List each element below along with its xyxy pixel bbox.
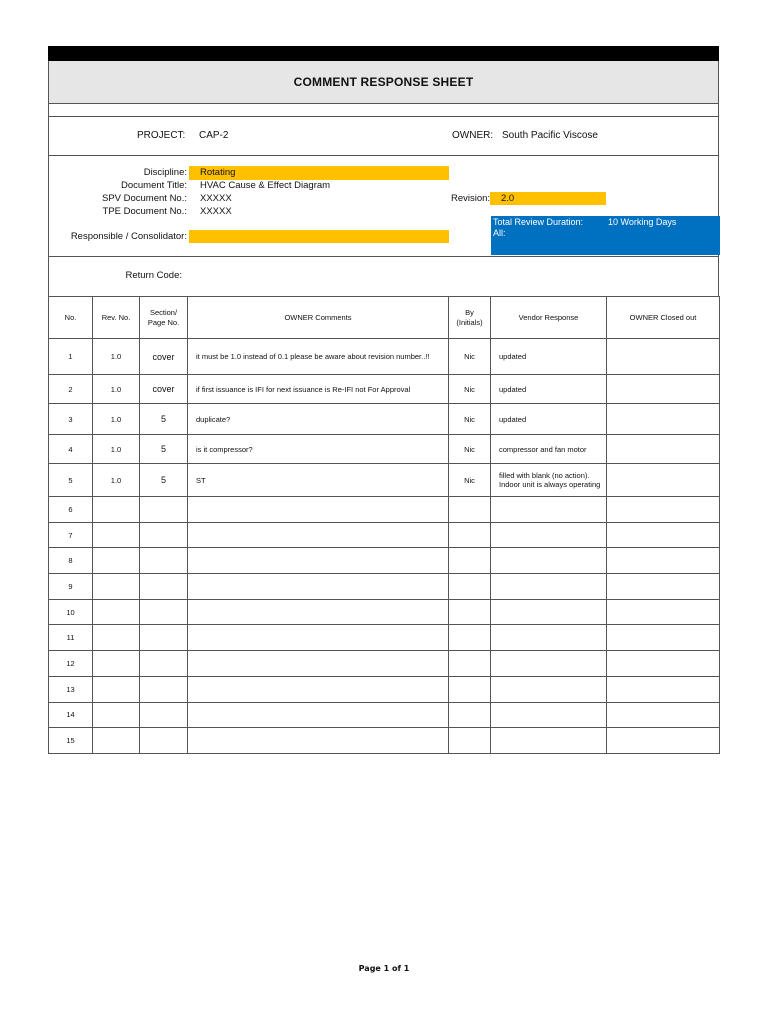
owner-label: OWNER: [452, 130, 494, 141]
row-vendor[interactable]: updated [491, 375, 607, 404]
row-comment[interactable] [188, 676, 449, 702]
row-no[interactable]: 9 [49, 574, 93, 600]
row-by[interactable] [449, 702, 491, 728]
row-no[interactable]: 11 [49, 625, 93, 651]
col-section: Section/ Page No. [140, 297, 188, 339]
table-row [49, 625, 720, 651]
row-closed[interactable] [607, 574, 720, 600]
row-section[interactable]: 5 [140, 404, 188, 435]
row-closed[interactable] [607, 497, 720, 523]
row-by[interactable]: Nic [449, 435, 491, 464]
row-by[interactable] [449, 599, 491, 625]
row-by[interactable]: Nic [449, 339, 491, 375]
row-vendor[interactable] [491, 599, 607, 625]
sheet-title: COMMENT RESPONSE SHEET [48, 61, 719, 104]
row-section[interactable]: cover [140, 339, 188, 375]
row-no[interactable]: 8 [49, 548, 93, 574]
row-section[interactable] [140, 676, 188, 702]
row-section[interactable]: 5 [140, 464, 188, 497]
table-row [49, 599, 720, 625]
row-comment[interactable] [188, 599, 449, 625]
row-vendor[interactable] [491, 702, 607, 728]
col-vendor: Vendor Response [491, 297, 607, 339]
row-no[interactable]: 13 [49, 676, 93, 702]
row-by[interactable] [449, 651, 491, 677]
row-rev[interactable]: 1.0 [93, 339, 140, 375]
row-no[interactable]: 12 [49, 651, 93, 677]
row-by[interactable] [449, 548, 491, 574]
row-rev[interactable] [93, 651, 140, 677]
col-by: By (Initials) [449, 297, 491, 339]
row-by[interactable] [449, 497, 491, 523]
document-info [48, 156, 719, 217]
row-by[interactable] [449, 676, 491, 702]
row-vendor[interactable] [491, 497, 607, 523]
row-closed[interactable] [607, 651, 720, 677]
table-row [49, 497, 720, 523]
table-header [49, 297, 720, 339]
row-section[interactable] [140, 625, 188, 651]
row-comment[interactable] [188, 651, 449, 677]
table-row [49, 404, 720, 435]
review-duration-box [491, 216, 720, 255]
row-closed[interactable] [607, 702, 720, 728]
row-comment[interactable] [188, 728, 449, 754]
table-row [49, 522, 720, 548]
row-vendor[interactable] [491, 676, 607, 702]
row-section[interactable] [140, 574, 188, 600]
row-by[interactable]: Nic [449, 375, 491, 404]
review-all-label: All: [493, 228, 506, 238]
discipline-value: Rotating [200, 167, 236, 178]
row-closed[interactable] [607, 522, 720, 548]
comment-response-sheet [48, 46, 719, 754]
document-title-value: HVAC Cause & Effect Diagram [200, 180, 331, 191]
responsible-field[interactable] [189, 230, 449, 243]
owner-value: South Pacific Viscose [502, 130, 598, 141]
row-comment[interactable]: ST [188, 464, 449, 497]
row-section[interactable] [140, 548, 188, 574]
row-comment[interactable] [188, 497, 449, 523]
row-section[interactable] [140, 497, 188, 523]
row-vendor[interactable] [491, 651, 607, 677]
row-section[interactable] [140, 728, 188, 754]
row-by[interactable] [449, 728, 491, 754]
row-by[interactable] [449, 574, 491, 600]
row-no[interactable]: 5 [49, 464, 93, 497]
row-no[interactable]: 2 [49, 375, 93, 404]
header-bar [48, 46, 719, 61]
row-by[interactable] [449, 625, 491, 651]
col-rev: Rev. No. [93, 297, 140, 339]
row-comment[interactable]: it must be 1.0 instead of 0.1 please be aware about revision number..!! [188, 339, 449, 375]
row-rev[interactable] [93, 625, 140, 651]
row-vendor[interactable] [491, 574, 607, 600]
table-row [49, 339, 720, 375]
row-closed[interactable] [607, 435, 720, 464]
row-closed[interactable] [607, 375, 720, 404]
revision-label: Revision: [451, 193, 491, 204]
row-no[interactable]: 6 [49, 497, 93, 523]
row-by[interactable] [449, 522, 491, 548]
row-vendor[interactable]: filled with blank (no action). Indoor unit is always operating [491, 464, 607, 497]
row-rev[interactable] [93, 728, 140, 754]
row-section[interactable] [140, 702, 188, 728]
table-row [49, 702, 720, 728]
row-rev[interactable] [93, 548, 140, 574]
row-rev[interactable]: 1.0 [93, 375, 140, 404]
responsible-label: Responsible / Consolidator: [70, 231, 187, 242]
table-row [49, 651, 720, 677]
row-comment[interactable]: if first issuance is IFI for next issuance is Re-IFI not For Approval [188, 375, 449, 404]
row-closed[interactable] [607, 599, 720, 625]
project-label: PROJECT: [137, 130, 186, 141]
row-closed[interactable] [607, 339, 720, 375]
row-section[interactable] [140, 522, 188, 548]
discipline-label: Discipline: [143, 167, 187, 178]
row-rev[interactable] [93, 497, 140, 523]
table-row [49, 464, 720, 497]
table-row [49, 574, 720, 600]
row-rev[interactable]: 1.0 [93, 435, 140, 464]
table-row [49, 728, 720, 754]
spacer [48, 104, 719, 116]
table-row [49, 676, 720, 702]
return-code-label: Return Code: [125, 270, 182, 281]
row-comment[interactable] [188, 574, 449, 600]
row-closed[interactable] [607, 676, 720, 702]
row-closed[interactable] [607, 548, 720, 574]
row-comment[interactable] [188, 548, 449, 574]
row-comment[interactable]: duplicate? [188, 404, 449, 435]
row-comment[interactable] [188, 522, 449, 548]
page-footer: Page 1 of 1 [358, 964, 410, 973]
project-row [48, 116, 719, 156]
row-rev[interactable] [93, 574, 140, 600]
col-no: No. [49, 297, 93, 339]
spv-value: XXXXX [200, 193, 232, 204]
col-comments: OWNER Comments [188, 297, 449, 339]
row-rev[interactable] [93, 676, 140, 702]
row-vendor[interactable]: updated [491, 339, 607, 375]
row-no[interactable]: 4 [49, 435, 93, 464]
row-rev[interactable] [93, 599, 140, 625]
row-section[interactable]: cover [140, 375, 188, 404]
row-no[interactable]: 14 [49, 702, 93, 728]
row-no[interactable]: 1 [49, 339, 93, 375]
document-title-label: Document Title: [121, 180, 187, 191]
row-comment[interactable] [188, 702, 449, 728]
row-no[interactable]: 7 [49, 522, 93, 548]
row-section[interactable] [140, 599, 188, 625]
table-row [49, 435, 720, 464]
row-section[interactable]: 5 [140, 435, 188, 464]
col-closed: OWNER Closed out [607, 297, 720, 339]
row-vendor[interactable]: compressor and fan motor [491, 435, 607, 464]
row-no[interactable]: 15 [49, 728, 93, 754]
row-section[interactable] [140, 651, 188, 677]
row-by[interactable]: Nic [449, 464, 491, 497]
row-vendor[interactable] [491, 548, 607, 574]
row-rev[interactable]: 1.0 [93, 404, 140, 435]
row-rev[interactable] [93, 522, 140, 548]
row-rev[interactable]: 1.0 [93, 464, 140, 497]
table-row [49, 375, 720, 404]
table-row [49, 548, 720, 574]
row-comment[interactable] [188, 625, 449, 651]
row-closed[interactable] [607, 728, 720, 754]
comments-table [48, 296, 720, 754]
review-duration-value: 10 Working Days [608, 217, 677, 227]
row-closed[interactable] [607, 404, 720, 435]
revision-value: 2.0 [501, 193, 515, 204]
row-vendor[interactable] [491, 522, 607, 548]
row-no[interactable]: 10 [49, 599, 93, 625]
row-vendor[interactable] [491, 625, 607, 651]
review-duration-label: Total Review Duration: [493, 217, 584, 227]
spv-label: SPV Document No.: [101, 193, 187, 204]
row-rev[interactable] [93, 702, 140, 728]
row-vendor[interactable] [491, 728, 607, 754]
tpe-label: TPE Document No.: [102, 206, 187, 217]
row-closed[interactable] [607, 464, 720, 497]
row-closed[interactable] [607, 625, 720, 651]
responsible-row [48, 217, 719, 257]
row-vendor[interactable]: updated [491, 404, 607, 435]
row-comment[interactable]: is it compressor? [188, 435, 449, 464]
row-by[interactable]: Nic [449, 404, 491, 435]
tpe-value: XXXXX [200, 206, 232, 217]
project-value: CAP-2 [199, 130, 229, 141]
row-no[interactable]: 3 [49, 404, 93, 435]
return-code-row [48, 257, 719, 296]
